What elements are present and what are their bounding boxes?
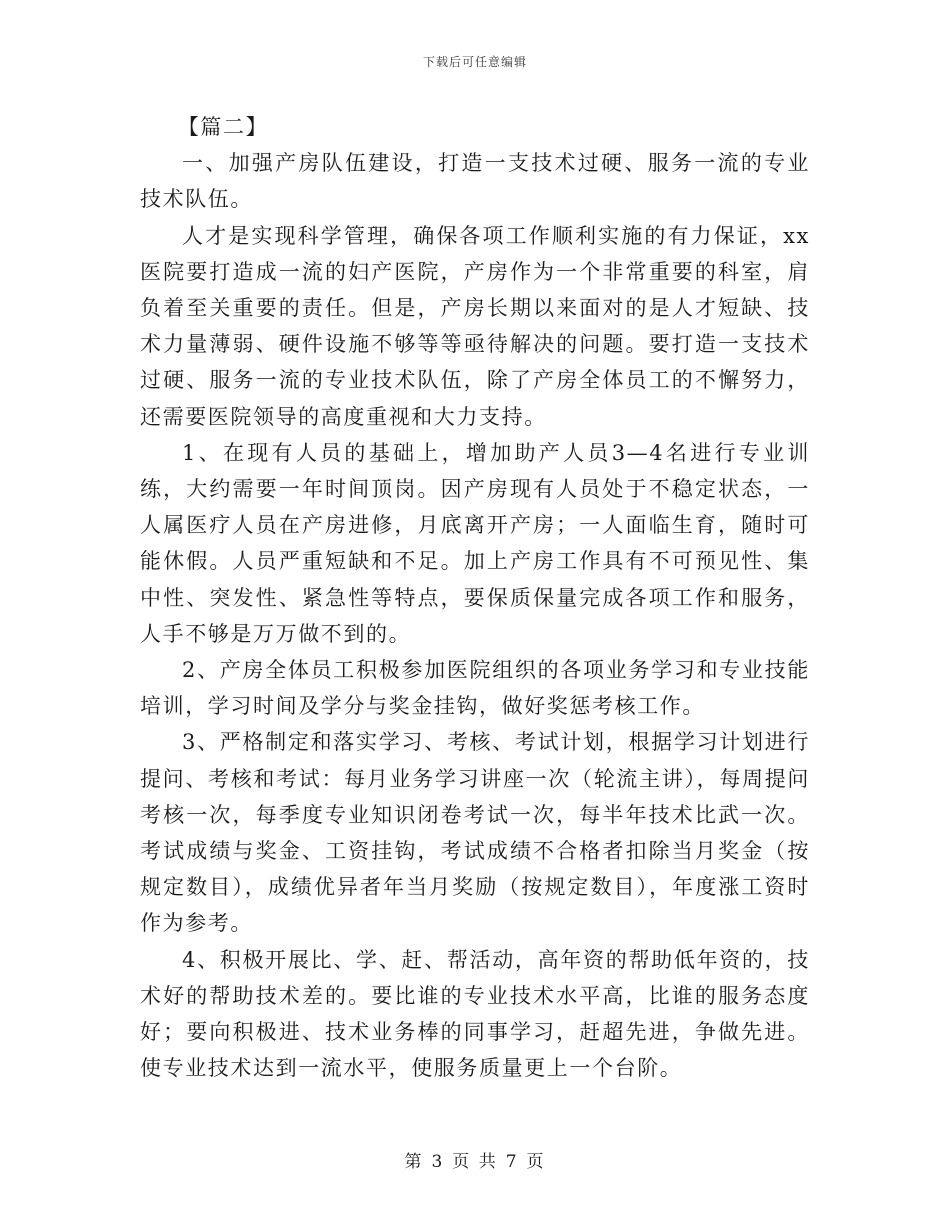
footer-suffix: 页 xyxy=(526,1152,546,1172)
footer-prefix: 第 xyxy=(404,1152,424,1172)
document-body xyxy=(140,109,810,1086)
section-title: 【篇二】 xyxy=(177,115,269,139)
paragraph-item-2: 2、产房全体员工积极参加医院组织的各项业务学习和专业技能培训，学习时间及学分与奖金挂钩，做好奖惩考核工作。 xyxy=(140,658,810,719)
page-footer xyxy=(0,1147,950,1172)
paragraph-item-4: 4、积极开展比、学、赶、帮活动，高年资的帮助低年资的，技术好的帮助技术差的。要比谁的专业技术水平高，比谁的服务态度好；要向积极进、技术业务棒的同事学习，赶超先进，争做先进。使专业技术达到一流水平，使服务质量更上一个台阶。 xyxy=(140,947,810,1081)
footer-middle: 页 共 xyxy=(452,1152,498,1172)
paragraph-item-3: 3、严格制定和落实学习、考核、考试计划，根据学习计划进行提问、考核和考试：每月业务学习讲座一次（轮流主讲），每周提问考核一次，每季度专业知识闭卷考试一次，每半年技术比武一次。考试成绩与奖金、工资挂钩，考试成绩不合格者扣除当月奖金（按规定数目），成绩优异者年当月奖励（按规定数目），年度涨工资时作为参考。 xyxy=(140,730,810,936)
footer-current-page: 3 xyxy=(431,1152,445,1172)
footer-total-pages: 7 xyxy=(505,1152,519,1172)
paragraph-intro: 人才是实现科学管理，确保各项工作顺利实施的有力保证，xx医院要打造成一流的妇产医院，产房作为一个非常重要的科室，肩负着至关重要的责任。但是，产房长期以来面对的是人才短缺、技术力量薄弱、硬件设施不够等等亟待解决的问题。要打造一支技术过硬、服务一流的专业技术队伍，除了产房全体员工的不懈努力，还需要医院领导的高度重视和大力支持。 xyxy=(140,223,810,429)
paragraph-item-1: 1、在现有人员的基础上，增加助产人员3—4名进行专业训练，大约需要一年时间顶岗。因产房现有人员处于不稳定状态，一人属医疗人员在产房进修，月底离开产房；一人面临生育，随时可能休假。人员严重短缺和不足。加上产房工作具有不可预见性、集中性、突发性、紧急性等特点，要保质保量完成各项工作和服务，人手不够是万万做不到的。 xyxy=(140,440,810,646)
paragraph-heading-1: 一、加强产房队伍建设，打造一支技术过硬、服务一流的专业技术队伍。 xyxy=(140,151,810,212)
page-header: 下载后可任意编辑 xyxy=(422,55,527,69)
